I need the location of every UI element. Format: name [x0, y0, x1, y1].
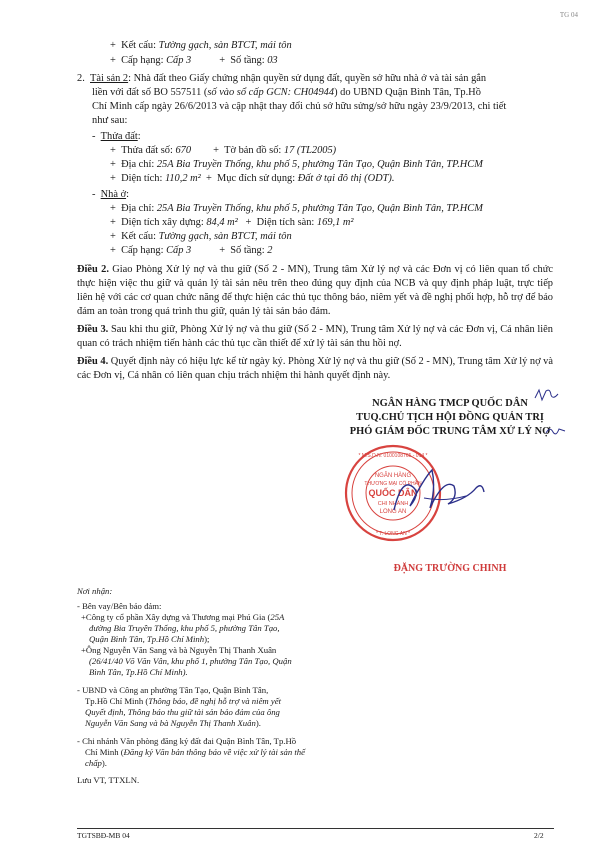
recipient-company-addr-2: Quận Bình Tân, Tp.Hồ Chí Minh); — [89, 634, 210, 644]
svg-text:CHI NHÁNH: CHI NHÁNH — [377, 501, 409, 507]
article-2: Điều 2. Giao Phòng Xử lý nợ và thu giữ (Số 2 - MN), Trung tâm Xử lý nợ và các Đơn vị có liên quan tổ chức thực hiện việc thu giữ và quản lý tài sản nêu trên theo đúng quy định của NCB và quy định pháp luật, trực tiếp liên hệ với các cơ quan chức năng để thực hiện các thủ tục thông báo, niêm yết và đề nghị phối hợp, hỗ trợ để bảo đảm an toàn trong quá trình thu giữ, quản lý tài sản bảo đảm. — [77, 264, 553, 317]
svg-text:LONG AN: LONG AN — [379, 509, 407, 515]
recipient-individuals-addr-1: (26/41/40 Võ Văn Vân, khu phố 1, phường Tân Tạo, Quận — [89, 656, 292, 666]
recipient-company-addr-1: đường Bia Truyền Thống, khu phố 5, phường Tân Tạo, — [89, 623, 280, 633]
svg-text:NGÂN HÀNG: NGÂN HÀNG — [374, 473, 412, 479]
house-structure-line: + Kết cấu: Tường gạch, sàn BTCT, mái tôn — [110, 231, 292, 242]
svg-text:THƯƠNG MẠI CỔ PHẦN: THƯƠNG MẠI CỔ PHẦN — [364, 481, 422, 487]
recipients-heading: Nơi nhận: — [77, 586, 113, 596]
handwritten-signature — [384, 458, 494, 528]
signature-authority: TUQ.CHỦ TỊCH HỘI ĐỒNG QUẢN TRỊ — [356, 412, 544, 423]
asset2-line1: 2. Tài sản 2: Nhà đất theo Giấy chứng nhận quyền sử dụng đất, quyền sở hữu nhà ở và tài sản gắn — [77, 73, 487, 84]
house-area-line: + Diện tích xây dựng: 84,4 m² + Diện tích sàn: 169,1 m² — [110, 217, 354, 228]
initials-mark — [533, 386, 561, 406]
svg-text:* T. LONG AN *: * T. LONG AN * — [375, 531, 411, 537]
land-area-line: + Diện tích: 110,2 m² + Mục đích sử dụng: Đất ở tại đô thị (ODT). — [110, 173, 395, 184]
page-number-mark: TG 04 — [559, 11, 578, 19]
recipients-group-2-l2: Tp.Hồ Chí Minh (Thông báo, đề nghị hỗ trợ và niêm yết — [85, 696, 281, 706]
asset2-line2: liền với đất số BO 557511 (số vào sổ cấp GCN: CH04944) do UBND Quận Bình Tân, Tp.Hồ — [92, 87, 481, 98]
house-address-line: + Địa chỉ: 25A Bia Truyền Thống, khu phố 5, phường Tân Tạo, Quận Bình Tân, TP.HCM — [110, 203, 483, 214]
signer-name: ĐẶNG TRƯỜNG CHINH — [393, 563, 507, 574]
recipients-group-3: - Chi nhánh Văn phòng đăng ký đất đai Quận Bình Tân, Tp.Hồ — [77, 736, 297, 746]
house-heading: - Nhà ở: — [92, 189, 129, 200]
recipients-group-1: - Bên vay/Bên bảo đảm: — [77, 601, 162, 611]
land-heading: - Thửa đất: — [92, 131, 141, 142]
initials-mark-2 — [545, 424, 567, 438]
recipients-group-2-l4: Nguyễn Văn Sang và bà Nguyễn Thị Thanh Xuân). — [85, 718, 261, 728]
recipient-individuals: +Ông Nguyễn Văn Sang và bà Nguyễn Thị Thanh Xuân — [81, 645, 277, 655]
article-3: Điều 3. Sau khi thu giữ, Phòng Xử lý nợ và thu giữ (Số 2 - MN), Trung tâm Xử lý nợ và các Đơn vị, Cá nhân liên quan có trách nhiệm tiến hành các thủ tục cần thiết để xử lý tài sản thu hồi nợ. — [77, 324, 553, 349]
land-parcel-line: + Thửa đất số: 670 + Tờ bản đồ số: 17 (TL2005) — [110, 145, 337, 156]
asset2-line3: Chí Minh cấp ngày 26/6/2013 và cập nhật thay đổi chủ sở hữu sửng/sở hữu ngày 23/9/2013, chi tiết — [92, 101, 507, 112]
recipients-group-2: - UBND và Công an phường Tân Tạo, Quận Bình Tân, — [77, 685, 269, 695]
footer-code: TGTSBĐ-MB 04 — [77, 831, 130, 840]
recipients-group-3-l2: Chí Minh (Đăng ký Văn bản thông báo về việc xử lý tài sản thế — [85, 747, 305, 757]
prop1-structure-line: + Kết cấu: Tường gạch, sàn BTCT, mái tôn — [110, 40, 292, 51]
svg-text:QUỐC DÂN: QUỐC DÂN — [368, 488, 418, 498]
house-grade-line: + Cấp hạng: Cấp 3 + Số tầng: 2 — [110, 245, 273, 256]
land-address-line: + Địa chỉ: 25A Bia Truyền Thống, khu phố 5, phường Tân Tạo, Quận Bình Tân, TP.HCM — [110, 159, 483, 170]
svg-text:* M.S.D.N: 0100108765 - 014 *: * M.S.D.N: 0100108765 - 014 * — [358, 453, 428, 459]
footer-page-number: 2/2 — [534, 831, 544, 840]
prop1-grade-line: + Cấp hạng: Cấp 3 + Số tầng: 03 — [110, 55, 278, 66]
recipient-individuals-addr-2: Bình Tân, Tp.Hồ Chí Minh). — [89, 667, 188, 677]
recipients-group-3-l3: chấp). — [85, 758, 107, 768]
recipients-group-2-l3: Quyết định, Thông báo thu giữ tài sản bảo đảm của ông — [85, 707, 280, 717]
archive-note: Lưu VT, TTXLN. — [77, 775, 140, 785]
signature-title: PHÓ GIÁM ĐỐC TRUNG TÂM XỬ LÝ NỢ — [349, 426, 551, 437]
asset2-line4: như sau: — [92, 115, 128, 126]
signature-org: NGÂN HÀNG TMCP QUỐC DÂN — [372, 398, 528, 409]
footer-divider — [77, 828, 554, 829]
recipient-company: +Công ty cổ phần Xây dựng và Thương mại Phú Gia (25A — [81, 612, 285, 622]
article-4: Điều 4. Quyết định này có hiệu lực kể từ ngày ký. Phòng Xử lý nợ và thu giữ (Số 2 - MN), Trung tâm Xử lý nợ và các Đơn vị, Cá nhân có liên quan chịu trách nhiệm thi hành quyết định này. — [77, 356, 553, 381]
